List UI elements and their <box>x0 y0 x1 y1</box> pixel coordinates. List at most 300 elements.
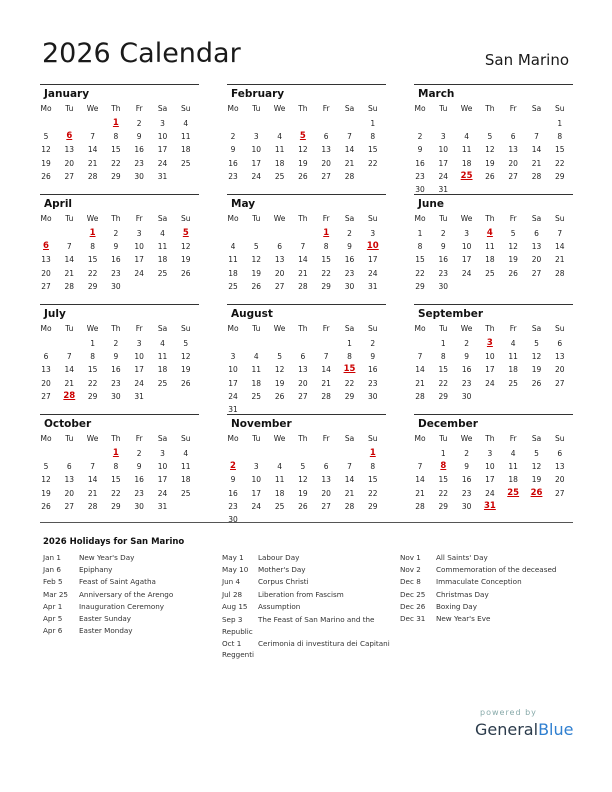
holiday-name: Boxing Day <box>436 601 477 611</box>
calendar-date: 12 <box>181 242 191 252</box>
holiday-date-label: Nov 1 <box>400 553 421 562</box>
weekday-label: Fr <box>322 324 330 333</box>
calendar-date: 4 <box>277 132 282 142</box>
calendar-date: 27 <box>508 171 518 181</box>
calendar-date: 9 <box>230 145 236 155</box>
weekday-label: Su <box>555 214 565 223</box>
calendar-date: 26 <box>41 171 51 181</box>
weekday-label: Fr <box>509 104 517 113</box>
calendar-date: 27 <box>555 378 565 388</box>
calendar-date: 2 <box>370 339 376 348</box>
calendar-date: 25 <box>274 171 285 181</box>
calendar-date: 10 <box>134 242 144 252</box>
holiday-date-label: Dec 31 <box>400 613 426 623</box>
calendar-date: 9 <box>347 242 352 252</box>
calendar-date: 12 <box>485 145 495 155</box>
weekday-label: We <box>273 434 286 443</box>
calendar-date: 5 <box>534 339 539 348</box>
calendar-date: 9 <box>113 242 119 252</box>
calendar-date: 7 <box>300 242 306 252</box>
holiday-date-label: Aug 15 <box>222 601 248 611</box>
calendar-date: 30 <box>438 281 449 291</box>
calendar-date: 26 <box>41 501 51 511</box>
calendar-date: 1 <box>417 229 423 238</box>
calendar-date: 16 <box>415 158 425 168</box>
calendar-date: 3 <box>487 449 493 458</box>
calendar-date: 3 <box>230 352 236 362</box>
calendar-date: 20 <box>64 488 75 498</box>
weekday-label: Th <box>111 434 121 443</box>
calendar-date: 5 <box>43 462 49 472</box>
calendar-date: 18 <box>157 255 168 265</box>
calendar-date: 2 <box>113 229 119 238</box>
holiday-name: Corpus Christi <box>258 577 309 587</box>
calendar-date: 19 <box>531 475 542 485</box>
weekday-label: Mo <box>414 324 426 333</box>
calendar-date: 12 <box>251 255 262 265</box>
calendar-date: 16 <box>134 145 144 155</box>
weekday-label: Th <box>111 104 121 113</box>
calendar-date: 13 <box>64 475 75 485</box>
brand-blue: Blue <box>538 720 574 739</box>
calendar-date: 2 <box>136 119 142 128</box>
holiday-date: 2 <box>230 461 236 472</box>
calendar-date: 17 <box>251 158 262 168</box>
weekday-label: Su <box>555 434 565 443</box>
calendar-date: 23 <box>344 268 355 278</box>
holiday-date-label: Mar 25 <box>43 589 68 599</box>
calendar-date: 24 <box>228 391 238 401</box>
calendar-date: 9 <box>113 352 119 362</box>
weekday-label: We <box>86 214 99 223</box>
calendar-date: 30 <box>228 515 238 524</box>
weekday-label: Tu <box>252 324 261 333</box>
calendar-date: 4 <box>464 132 469 142</box>
calendar-date: 28 <box>344 501 355 511</box>
weekday-label: Fr <box>135 324 143 333</box>
calendar-date: 16 <box>134 475 144 485</box>
calendar-date: 23 <box>461 378 472 388</box>
calendar-date: 26 <box>485 171 495 181</box>
calendar-date: 17 <box>251 488 262 498</box>
calendar-date: 4 <box>510 449 516 458</box>
calendar-date: 13 <box>41 365 51 375</box>
calendar-date: 12 <box>531 352 542 362</box>
weekday-label: Sa <box>531 104 542 113</box>
calendar-date: 4 <box>277 462 282 472</box>
holiday-date-label: Dec 26 <box>400 601 426 611</box>
calendar-date: 9 <box>136 462 142 472</box>
calendar-date: 29 <box>438 501 449 511</box>
calendar-date: 30 <box>415 185 425 194</box>
calendar-date: 24 <box>134 268 144 278</box>
calendar-date: 18 <box>508 475 518 485</box>
calendar-date: 27 <box>298 391 308 401</box>
calendar-date: 11 <box>181 462 191 472</box>
calendar-date: 27 <box>555 488 565 498</box>
weekday-label: Fr <box>322 104 330 113</box>
calendar-date: 23 <box>111 378 121 388</box>
calendar-date: 19 <box>41 488 51 498</box>
calendar-date: 6 <box>557 339 563 348</box>
calendar-date: 27 <box>41 281 51 291</box>
holiday-date: 5 <box>299 131 306 142</box>
holiday-date: 10 <box>366 241 379 252</box>
calendar-date: 17 <box>134 365 144 375</box>
holiday-date-label: Dec 25 <box>400 589 426 599</box>
calendar-date: 21 <box>531 158 542 168</box>
calendar-date: 27 <box>64 171 75 181</box>
holiday-date-label: May 1 <box>222 553 244 562</box>
calendar-date: 11 <box>157 242 168 252</box>
weekday-label: Tu <box>252 434 261 443</box>
calendar-date: 15 <box>111 475 121 485</box>
calendar-date: 20 <box>321 488 331 498</box>
calendar-date: 17 <box>228 378 238 388</box>
calendar-date: 29 <box>555 171 565 181</box>
calendar-date: 31 <box>438 185 449 194</box>
calendar-date: 10 <box>157 132 168 142</box>
calendar-date: 13 <box>64 145 75 155</box>
calendar-date: 19 <box>531 365 542 375</box>
weekday-label: Mo <box>414 434 426 443</box>
calendar-date: 8 <box>90 352 95 362</box>
month-name: October <box>44 418 92 430</box>
calendar-date: 11 <box>181 132 191 142</box>
weekday-label: Fr <box>135 214 143 223</box>
calendar-date: 21 <box>64 268 75 278</box>
calendar-date: 10 <box>251 145 262 155</box>
holiday-date: 8 <box>440 461 447 472</box>
calendar-date: 4 <box>183 449 189 458</box>
holiday-name: Liberation from Fascism <box>258 589 344 599</box>
calendar-date: 16 <box>461 365 472 375</box>
holiday-name: Labour Day <box>258 553 300 562</box>
calendar-date: 3 <box>136 339 142 348</box>
weekday-label: Mo <box>227 104 239 113</box>
calendar-date: 1 <box>440 449 446 458</box>
calendar-date: 10 <box>228 365 238 375</box>
calendar-date: 14 <box>344 475 355 485</box>
calendar-date: 23 <box>368 378 378 388</box>
calendar-date: 13 <box>531 242 542 252</box>
divider <box>40 522 573 523</box>
holiday-date: 1 <box>112 448 119 458</box>
calendar-date: 18 <box>228 268 238 278</box>
holiday-date-label: Oct 1 <box>222 638 242 648</box>
calendar-date: 24 <box>368 268 378 278</box>
calendar-date: 6 <box>43 352 49 362</box>
calendar-date: 23 <box>438 268 449 278</box>
calendar-date: 21 <box>344 158 355 168</box>
weekday-label: We <box>460 104 473 113</box>
calendar-date: 22 <box>344 378 355 388</box>
weekday-label: Mo <box>40 324 52 333</box>
calendar-date: 23 <box>461 488 472 498</box>
weekday-label: Mo <box>40 214 52 223</box>
calendar-date: 13 <box>298 365 308 375</box>
calendar-date: 18 <box>181 145 191 155</box>
calendar-date: 29 <box>321 281 331 291</box>
weekday-label: Fr <box>322 214 330 223</box>
month-name: February <box>231 88 285 100</box>
calendar-date: 13 <box>321 145 331 155</box>
weekday-label: Fr <box>322 434 330 443</box>
calendar-date: 4 <box>510 339 516 348</box>
calendar-date: 28 <box>87 501 98 511</box>
month-name: December <box>418 418 478 430</box>
calendar-date: 30 <box>461 501 472 511</box>
calendar-date: 10 <box>134 352 144 362</box>
calendar-date: 22 <box>87 268 98 278</box>
calendar-date: 31 <box>228 405 238 414</box>
calendar-date: 21 <box>344 488 355 498</box>
weekday-label: Th <box>298 324 308 333</box>
calendar-date: 11 <box>157 352 168 362</box>
weekday-label: We <box>86 434 99 443</box>
generalblue-logo[interactable] <box>475 720 573 739</box>
calendar-date: 30 <box>134 171 144 181</box>
calendar-date: 5 <box>534 449 539 458</box>
calendar-date: 17 <box>134 255 144 265</box>
calendar-date: 7 <box>557 229 563 238</box>
month-name: April <box>44 198 73 210</box>
month-rule <box>227 194 386 195</box>
month-rule <box>40 414 199 415</box>
holiday-name: Inauguration Ceremony <box>79 601 165 611</box>
calendar-date: 23 <box>228 501 238 511</box>
weekday-label: Mo <box>40 434 52 443</box>
weekday-label: Th <box>111 324 121 333</box>
weekday-label: Th <box>298 434 308 443</box>
month-rule <box>227 84 386 85</box>
calendar-date: 9 <box>230 475 236 485</box>
calendar-date: 24 <box>251 501 262 511</box>
calendar-date: 2 <box>440 229 446 238</box>
holiday-date: 1 <box>112 118 119 128</box>
calendar-date: 28 <box>321 391 331 401</box>
calendar-date: 21 <box>298 268 308 278</box>
month-rule <box>227 414 386 415</box>
month-rule <box>414 84 573 85</box>
calendar-date: 16 <box>368 365 378 375</box>
calendar-date: 3 <box>253 132 259 142</box>
calendar-date: 11 <box>461 145 472 155</box>
calendar-date: 30 <box>368 391 378 401</box>
holiday-name: The Feast of San Marino and the Republic <box>222 614 375 637</box>
calendar-date: 8 <box>113 462 119 472</box>
weekday-label: Su <box>368 104 378 113</box>
calendar-date: 7 <box>347 462 352 472</box>
calendar-date: 24 <box>251 171 262 181</box>
calendar-date: 20 <box>64 158 75 168</box>
holiday-date: 6 <box>43 241 49 252</box>
calendar-date: 8 <box>323 242 329 252</box>
holiday-date: 1 <box>89 228 96 238</box>
weekday-label: We <box>86 324 99 333</box>
calendar-date: 3 <box>440 132 446 142</box>
calendar-date: 16 <box>228 158 238 168</box>
calendar-date: 3 <box>370 229 376 238</box>
calendar-date: 17 <box>438 158 449 168</box>
calendar-date: 14 <box>531 145 542 155</box>
holiday-name-continued: Reggenti <box>222 650 255 660</box>
holiday-name: Commemoration of the deceased <box>436 565 557 575</box>
calendar-date: 6 <box>66 462 72 472</box>
weekday-label: We <box>460 214 473 223</box>
holiday-date: 4 <box>486 228 493 238</box>
calendar-date: 29 <box>344 391 355 401</box>
weekday-label: Th <box>485 324 495 333</box>
calendar-date: 23 <box>134 158 144 168</box>
calendar-date: 30 <box>344 281 355 291</box>
calendar-date: 24 <box>461 268 472 278</box>
calendar-date: 27 <box>64 501 75 511</box>
calendar-date: 16 <box>461 475 472 485</box>
calendar-date: 16 <box>438 255 449 265</box>
calendar-date: 1 <box>347 339 352 348</box>
holiday-date-label: Jan 1 <box>43 553 61 562</box>
calendar-date: 2 <box>136 449 142 458</box>
calendar-date: 5 <box>253 242 259 252</box>
calendar-date: 29 <box>438 391 449 401</box>
calendar-date: 12 <box>274 365 285 375</box>
weekday-label: We <box>460 324 473 333</box>
calendar-date: 26 <box>274 391 285 401</box>
calendar-date: 12 <box>298 475 308 485</box>
weekday-label: Sa <box>531 434 542 443</box>
calendar-date: 9 <box>464 462 469 472</box>
calendar-date: 27 <box>531 268 542 278</box>
month-name: September <box>418 308 484 320</box>
weekday-label: We <box>273 214 286 223</box>
calendar-date: 22 <box>111 158 121 168</box>
calendar-date: 7 <box>90 132 95 142</box>
calendar-date: 12 <box>508 242 518 252</box>
calendar-date: 23 <box>228 171 238 181</box>
calendar-date: 12 <box>298 145 308 155</box>
calendar-date: 10 <box>485 352 495 362</box>
weekday-label: Th <box>485 434 495 443</box>
weekday-label: We <box>273 324 286 333</box>
calendar-date: 11 <box>508 352 518 362</box>
calendar-date: 25 <box>157 268 168 278</box>
calendar-date: 21 <box>555 255 565 265</box>
weekday-label: Sa <box>344 434 355 443</box>
calendar-date: 8 <box>557 132 563 142</box>
weekday-label: Tu <box>439 434 448 443</box>
calendar-date: 25 <box>508 378 518 388</box>
calendar-date: 19 <box>485 158 495 168</box>
holiday-date-label: Jun 4 <box>222 577 241 587</box>
calendar-date: 7 <box>323 352 329 362</box>
calendar-date: 9 <box>370 352 376 362</box>
calendar-date: 22 <box>438 488 449 498</box>
weekday-label: Su <box>181 104 191 113</box>
calendar-date: 15 <box>87 365 98 375</box>
calendar-date: 24 <box>485 488 495 498</box>
calendar-date: 25 <box>181 158 191 168</box>
calendar-date: 11 <box>274 145 285 155</box>
calendar-date: 29 <box>415 281 425 291</box>
calendar-date: 21 <box>64 378 75 388</box>
calendar-date: 10 <box>485 462 495 472</box>
calendar-date: 25 <box>157 378 168 388</box>
month-name: November <box>231 418 292 430</box>
holiday-date-label: Jan 6 <box>43 565 61 575</box>
calendar-date: 25 <box>251 391 262 401</box>
weekday-label: We <box>460 434 473 443</box>
calendar-date: 14 <box>87 145 98 155</box>
calendar-date: 25 <box>274 501 285 511</box>
calendar-date: 24 <box>157 158 168 168</box>
calendar-date: 26 <box>181 378 191 388</box>
calendar-date: 5 <box>510 229 516 238</box>
calendar-date: 1 <box>370 119 376 128</box>
holiday-name: Anniversary of the Arengo <box>79 589 174 599</box>
calendar-date: 26 <box>298 171 308 181</box>
calendar-date: 21 <box>87 488 98 498</box>
holiday-date-label: Sep 3 <box>222 614 243 624</box>
calendar-date: 8 <box>113 132 119 142</box>
calendar-date: 31 <box>368 281 378 291</box>
holiday-date: 1 <box>323 228 330 238</box>
calendar-date: 10 <box>438 145 449 155</box>
calendar-date: 15 <box>368 475 378 485</box>
month-rule <box>40 194 199 195</box>
weekday-label: Th <box>111 214 121 223</box>
calendar-date: 29 <box>111 171 121 181</box>
weekday-label: Mo <box>227 214 239 223</box>
calendar-date: 28 <box>415 391 425 401</box>
calendar-date: 26 <box>531 378 542 388</box>
calendar-date: 30 <box>111 391 121 401</box>
calendar-date: 22 <box>321 268 331 278</box>
calendar-date: 16 <box>344 255 355 265</box>
calendar-date: 24 <box>438 171 449 181</box>
calendar-date: 31 <box>157 171 168 181</box>
weekday-label: Th <box>485 104 495 113</box>
calendar-date: 19 <box>181 365 191 375</box>
calendar-date: 18 <box>251 378 262 388</box>
calendar-date: 18 <box>485 255 495 265</box>
weekday-label: Su <box>181 324 191 333</box>
calendar-date: 20 <box>555 365 565 375</box>
holiday-date-label: May 10 <box>222 565 249 575</box>
calendar-date: 17 <box>461 255 472 265</box>
calendar-date: 19 <box>181 255 191 265</box>
calendar-date: 7 <box>66 242 72 252</box>
calendar-date: 19 <box>298 158 308 168</box>
calendar-date: 25 <box>485 268 495 278</box>
calendar-date: 3 <box>160 119 165 128</box>
holiday-date-label: Apr 1 <box>43 601 63 611</box>
calendar-date: 8 <box>370 462 376 472</box>
calendar-date: 27 <box>41 391 51 401</box>
calendar-date: 15 <box>438 365 449 375</box>
calendar-date: 14 <box>87 475 98 485</box>
calendar-date: 23 <box>415 171 425 181</box>
calendar-date: 7 <box>347 132 352 142</box>
calendar-date: 5 <box>300 462 306 472</box>
holiday-date: 25 <box>507 487 520 498</box>
calendar-date: 4 <box>230 242 236 252</box>
calendar-date: 28 <box>344 171 355 181</box>
calendar-date: 18 <box>274 158 285 168</box>
calendar-date: 23 <box>134 488 144 498</box>
calendar-date: 3 <box>136 229 142 238</box>
calendar-date: 5 <box>183 339 189 348</box>
